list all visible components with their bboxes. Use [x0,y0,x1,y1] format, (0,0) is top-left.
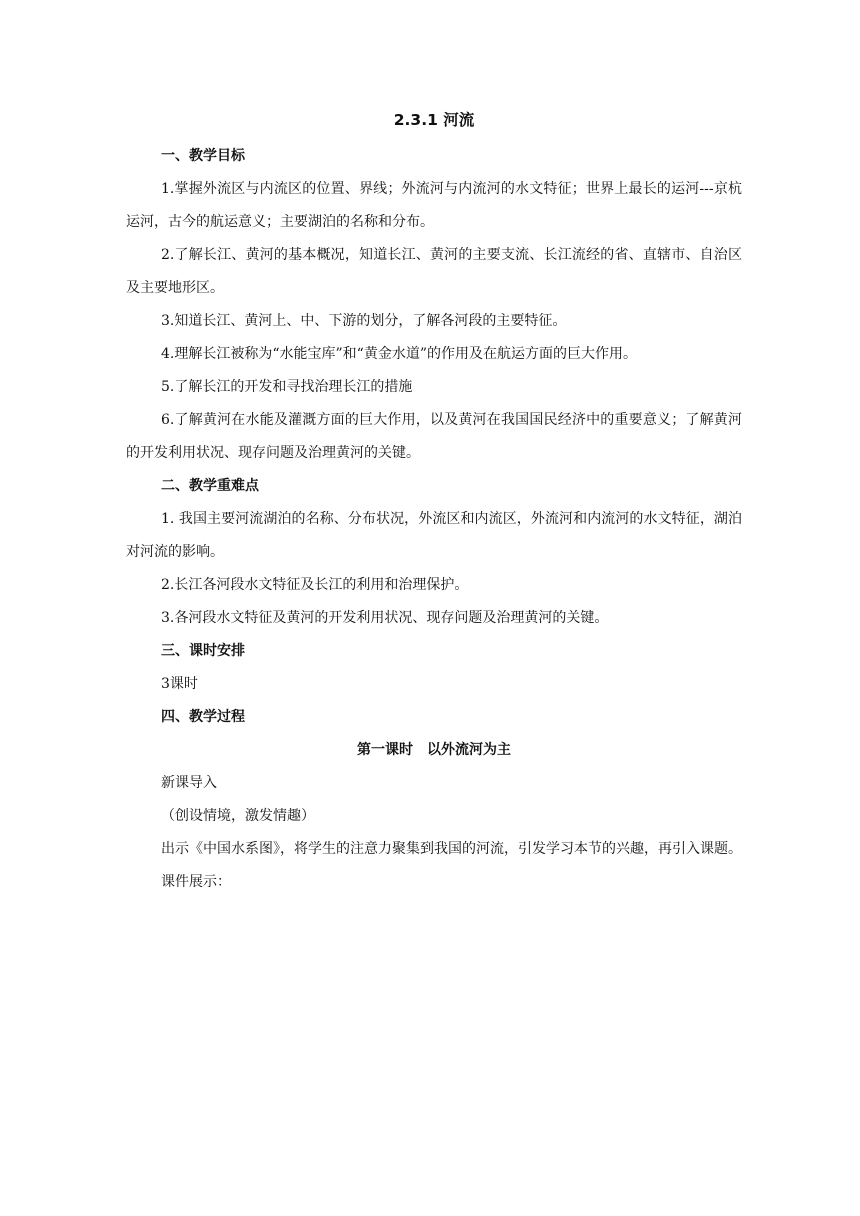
objective-paragraph: 4.理解长江被称为“水能宝库”和“黄金水道”的作用及在航运方面的巨大作用。 [161,346,637,362]
objective-paragraph: 5.了解长江的开发和寻找治理长江的措施 [161,379,413,395]
lesson-paragraph: 出示《中国水系图》，将学生的注意力聚集到我国的河流，引发学习本节的兴趣，再引入课题。 [161,841,742,857]
key-point-paragraph: 2.长江各河段水文特征及长江的利用和治理保护。 [161,577,469,593]
lesson-heading: 第一课时 以外流河为主 [357,742,511,758]
key-point-paragraph: 3.各河段水文特征及黄河的开发利用状况、现存问题及治理黄河的关键。 [161,610,609,626]
objective-paragraph: 6.了解黄河在水能及灌溉方面的巨大作用，以及黄河在我国国民经济中的重要意义；了解黄河的开发利用状况、现存问题及治理黄河的关键。 [126,412,742,461]
document-title: 2.3.1 河流 [393,111,475,129]
section-heading-key-points: 二、教学重难点 [161,478,259,494]
objective-paragraph: 2.了解长江、黄河的基本概况，知道长江、黄河的主要支流、长江流经的省、直辖市、自治区及主要地形区。 [126,247,742,296]
lesson-paragraph: 新课导入 [161,775,217,791]
section-heading-process: 四、教学过程 [161,709,245,725]
objective-paragraph: 1.掌握外流区与内流区的位置、界线；外流河与内流河的水文特征；世界上最长的运河---京杭运河，古今的航运意义；主要湖泊的名称和分布。 [126,181,742,230]
lesson-paragraph: （创设情境，激发情趣） [161,808,315,824]
section-heading-objectives: 一、教学目标 [161,148,245,164]
schedule-paragraph: 3课时 [161,676,198,692]
section-heading-schedule: 三、课时安排 [161,643,245,659]
lesson-paragraph: 课件展示： [161,874,231,890]
key-point-paragraph: 1. 我国主要河流湖泊的名称、分布状况，外流区和内流区，外流河和内流河的水文特征，湖泊对河流的影响。 [126,511,742,560]
objective-paragraph: 3.知道长江、黄河上、中、下游的划分，了解各河段的主要特征。 [161,313,567,329]
document-body [126,108,742,899]
